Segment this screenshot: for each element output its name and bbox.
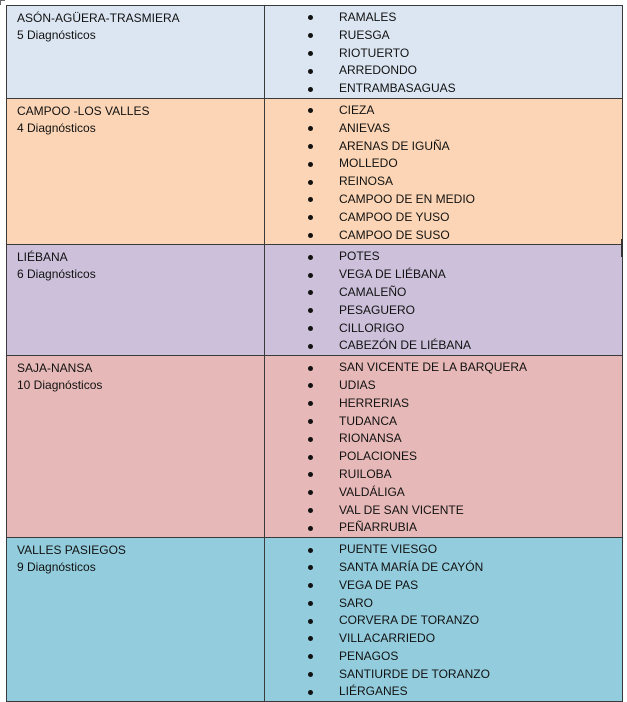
bullet-icon bbox=[308, 636, 313, 641]
municipality-list bbox=[265, 541, 622, 701]
municipality-item bbox=[265, 284, 622, 302]
municipality-item bbox=[265, 27, 622, 45]
municipality-name: PENAGOS bbox=[339, 648, 399, 663]
zone-cell bbox=[7, 356, 265, 537]
bullet-icon bbox=[308, 233, 313, 238]
municipality-name: CAMALEÑO bbox=[339, 284, 407, 299]
municipality-name: LIÉRGANES bbox=[339, 684, 408, 699]
municipality-list bbox=[265, 359, 622, 537]
municipality-name: POLACIONES bbox=[339, 449, 418, 464]
bullet-icon bbox=[308, 87, 313, 92]
municipality-name: ENTRAMBASAGUAS bbox=[339, 81, 456, 96]
municipality-name: ARREDONDO bbox=[339, 63, 418, 78]
zone-name: LIÉBANA bbox=[17, 250, 68, 265]
municipality-name: RAMALES bbox=[339, 10, 397, 24]
bullet-icon bbox=[308, 51, 313, 56]
municipality-item bbox=[265, 62, 622, 80]
municipalities-cell bbox=[265, 99, 623, 244]
diagnostics-count: 5 Diagnósticos bbox=[17, 28, 96, 42]
bullet-icon bbox=[308, 308, 313, 313]
municipality-list bbox=[265, 9, 622, 98]
municipality-name: RUILOBA bbox=[339, 466, 392, 481]
municipality-name: RIOTUERTO bbox=[339, 45, 410, 60]
municipality-item bbox=[265, 155, 622, 173]
municipality-name: CAMPOO DE EN MEDIO bbox=[339, 191, 476, 206]
municipality-item bbox=[265, 630, 622, 648]
municipality-name: PUENTE VIESGO bbox=[339, 542, 438, 557]
municipality-name: PESAGUERO bbox=[339, 302, 416, 317]
municipality-name: VILLACARRIEDO bbox=[339, 631, 436, 646]
municipality-item bbox=[265, 395, 622, 413]
municipality-item bbox=[265, 466, 622, 484]
municipality-item bbox=[265, 448, 622, 466]
bullet-icon bbox=[308, 472, 313, 477]
bullet-icon bbox=[308, 672, 313, 677]
municipality-item bbox=[265, 577, 622, 595]
municipality-item bbox=[265, 191, 622, 209]
municipality-name: RUESGA bbox=[339, 27, 390, 42]
municipality-name: MOLLEDO bbox=[339, 156, 398, 171]
zone-cell bbox=[7, 6, 265, 98]
municipality-item bbox=[265, 9, 622, 27]
diagnostics-count: 4 Diagnósticos bbox=[17, 120, 96, 135]
bullet-icon bbox=[308, 601, 313, 606]
municipality-item bbox=[265, 683, 622, 701]
municipality-name: PEÑARRUBIA bbox=[339, 520, 418, 535]
municipality-item bbox=[265, 266, 622, 284]
municipality-item bbox=[265, 337, 622, 355]
municipality-item bbox=[265, 80, 622, 98]
bullet-icon bbox=[308, 526, 313, 531]
municipality-name: SANTIURDE DE TORANZO bbox=[339, 666, 490, 681]
bullet-icon bbox=[308, 69, 313, 74]
table-move-handle[interactable] bbox=[0, 0, 5, 5]
bullet-icon bbox=[308, 197, 313, 202]
municipality-name: CORVERA DE TORANZO bbox=[339, 613, 480, 628]
bullet-icon bbox=[308, 583, 313, 588]
bullet-icon bbox=[308, 619, 313, 624]
bullet-icon bbox=[308, 366, 313, 371]
municipality-item bbox=[265, 430, 622, 448]
municipality-name: SARO bbox=[339, 595, 374, 610]
municipality-item bbox=[265, 359, 622, 377]
bullet-icon bbox=[308, 33, 313, 38]
municipality-name: RIONANSA bbox=[339, 431, 402, 446]
bullet-icon bbox=[308, 144, 313, 149]
bullet-icon bbox=[308, 565, 313, 570]
municipalities-cell bbox=[265, 6, 623, 98]
municipality-name: VAL DE SAN VICENTE bbox=[339, 502, 464, 517]
municipality-name: VEGA DE LIÉBANA bbox=[339, 267, 446, 282]
bullet-icon bbox=[308, 126, 313, 131]
municipality-name: SANTA MARÍA DE CAYÓN bbox=[339, 559, 484, 574]
bullet-icon bbox=[308, 215, 313, 220]
municipality-name: CIEZA bbox=[339, 102, 375, 117]
diagnostics-count: 6 Diagnósticos bbox=[17, 267, 96, 282]
zone-cell bbox=[7, 538, 265, 701]
municipality-item bbox=[265, 648, 622, 666]
bullet-icon bbox=[308, 455, 313, 460]
municipality-name: CILLORIGO bbox=[339, 320, 405, 335]
table-row bbox=[7, 6, 623, 99]
bullet-icon bbox=[308, 162, 313, 167]
municipality-list bbox=[265, 102, 622, 244]
diagnostics-table bbox=[6, 5, 623, 702]
municipality-item bbox=[265, 120, 622, 138]
municipality-item bbox=[265, 209, 622, 227]
zone-name: ASÓN-AGÜERA-TRASMIERA bbox=[17, 11, 180, 25]
zone-name: SAJA-NANSA bbox=[17, 361, 93, 376]
municipality-item bbox=[265, 248, 622, 266]
municipality-item bbox=[265, 320, 622, 338]
municipality-item bbox=[265, 502, 622, 520]
diagnostics-count: 9 Diagnósticos bbox=[17, 560, 96, 575]
bullet-icon bbox=[308, 490, 313, 495]
bullet-icon bbox=[308, 108, 313, 113]
municipality-name: UDIAS bbox=[339, 377, 376, 392]
municipalities-cell bbox=[265, 356, 623, 537]
municipality-item bbox=[265, 666, 622, 684]
municipalities-cell bbox=[265, 245, 623, 355]
bullet-icon bbox=[308, 273, 313, 278]
municipality-item bbox=[265, 173, 622, 191]
municipality-item bbox=[265, 484, 622, 502]
bullet-icon bbox=[308, 383, 313, 388]
bullet-icon bbox=[308, 401, 313, 406]
bullet-icon bbox=[308, 180, 313, 185]
bullet-icon bbox=[308, 15, 313, 20]
municipality-item bbox=[265, 138, 622, 156]
municipality-item bbox=[265, 595, 622, 613]
municipality-item bbox=[265, 612, 622, 630]
bullet-icon bbox=[308, 326, 313, 331]
municipality-item bbox=[265, 45, 622, 63]
municipality-item bbox=[265, 377, 622, 395]
bullet-icon bbox=[308, 419, 313, 424]
municipality-name: CAMPOO DE YUSO bbox=[339, 209, 450, 224]
municipalities-cell bbox=[265, 538, 623, 701]
table-row bbox=[7, 99, 623, 245]
municipality-name: VEGA DE PAS bbox=[339, 577, 419, 592]
municipality-item bbox=[265, 413, 622, 431]
municipality-name: HERRERIAS bbox=[339, 395, 410, 410]
table-row bbox=[7, 356, 623, 538]
municipality-name: CABEZÓN DE LIÉBANA bbox=[339, 338, 472, 353]
municipality-item bbox=[265, 519, 622, 537]
table-row bbox=[7, 245, 623, 356]
municipality-item bbox=[265, 302, 622, 320]
bullet-icon bbox=[308, 654, 313, 659]
bullet-icon bbox=[308, 290, 313, 295]
bullet-icon bbox=[308, 437, 313, 442]
zone-cell bbox=[7, 99, 265, 244]
municipality-name: ARENAS DE IGUÑA bbox=[339, 138, 450, 153]
municipality-name: VALDÁLIGA bbox=[339, 484, 405, 499]
bullet-icon bbox=[308, 508, 313, 513]
column-resize-handle[interactable] bbox=[621, 239, 623, 257]
bullet-icon bbox=[308, 255, 313, 260]
table-row bbox=[7, 538, 623, 702]
zone-cell bbox=[7, 245, 265, 355]
bullet-icon bbox=[308, 548, 313, 553]
municipality-name: POTES bbox=[339, 249, 380, 264]
diagnostics-count: 10 Diagnósticos bbox=[17, 378, 103, 393]
bullet-icon bbox=[308, 344, 313, 349]
municipality-item bbox=[265, 102, 622, 120]
zone-name: VALLES PASIEGOS bbox=[17, 543, 126, 558]
municipality-name: TUDANCA bbox=[339, 413, 398, 428]
municipality-name: REINOSA bbox=[339, 174, 394, 189]
municipality-item bbox=[265, 541, 622, 559]
municipality-name: SAN VICENTE DE LA BARQUERA bbox=[339, 360, 528, 375]
municipality-list bbox=[265, 248, 622, 355]
municipality-name: CAMPOO DE SUSO bbox=[339, 227, 450, 242]
municipality-item bbox=[265, 227, 622, 245]
municipality-name: ANIEVAS bbox=[339, 120, 391, 135]
zone-name: CAMPOO -LOS VALLES bbox=[17, 103, 150, 118]
municipality-item bbox=[265, 559, 622, 577]
